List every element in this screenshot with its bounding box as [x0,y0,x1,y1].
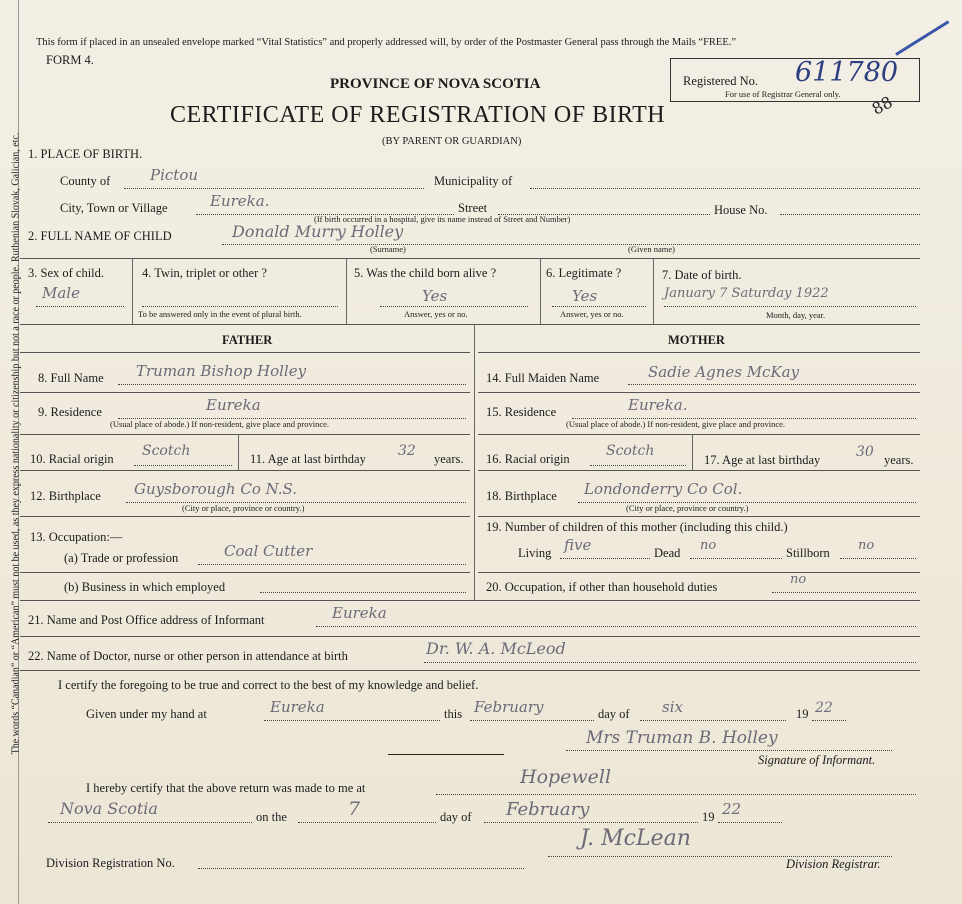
document-subtitle: (BY PARENT OR GUARDIAN) [382,136,522,147]
division-registrar-label: Division Registrar. [786,857,881,871]
registrar-day-value: 7 [348,798,361,820]
mother-name-label: 14. Full Maiden Name [486,371,600,385]
sex-value: Male [42,284,80,302]
father-age-value: 32 [398,443,416,459]
mother-residence-label: 15. Residence [486,405,557,419]
given-day-of-label: day of [598,707,630,721]
born-alive-note: Answer, yes or no. [404,309,468,319]
father-name-label: 8. Full Name [38,371,104,385]
father-birthplace-value: Guysborough Co N.S. [134,480,298,498]
father-trade-label: (a) Trade or profession [64,551,179,565]
surname-note: (Surname) [370,244,406,254]
certification-statement: I certify the foregoing to be true and correct to the best of my knowledge and belief. [58,678,479,692]
father-trade-value: Coal Cutter [224,542,313,560]
father-birthplace-label: 12. Birthplace [30,489,101,503]
father-birthplace-note: (City or place, province or country.) [182,503,305,513]
father-residence-label: 9. Residence [38,405,102,419]
given-month-value: February [474,698,544,716]
dead-value: no [700,538,717,553]
father-racial-value: Scotch [142,443,191,459]
municipality-label: Municipality of [434,174,513,188]
house-label: House No. [714,203,768,217]
side-margin-note: The words “Canadian” or “American” must not be used, as they express nationality or citizenship but not a race or people. Ruthenian Slovak, Galician, etc. [10,132,22,755]
legitimate-value: Yes [572,287,598,305]
father-heading: FATHER [222,333,273,347]
born-alive-value: Yes [422,287,448,305]
mother-heading: MOTHER [668,333,725,347]
blue-pen-mark [895,20,949,55]
short-rule [388,754,504,755]
given-day-value: six [662,698,683,716]
mother-racial-label: 16. Racial origin [486,452,570,466]
dob-label: 7. Date of birth. [662,268,742,282]
living-label: Living [518,546,552,560]
province-heading: PROVINCE OF NOVA SCOTIA [330,76,541,92]
informant-signature: Mrs Truman B. Holley [586,728,778,748]
mother-occupation-label: 20. Occupation, if other than household duties [486,580,718,594]
stillborn-label: Stillborn [786,546,830,560]
father-age-label: 11. Age at last birthday [250,452,366,466]
dob-note: Month, day, year. [766,310,826,320]
given-label: Given under my hand at [86,707,207,721]
child-name-value: Donald Murry Holley [232,222,404,241]
registrar-place-value: Hopewell [520,766,612,788]
father-racial-label: 10. Racial origin [30,452,114,466]
mother-occupation-value: no [790,572,807,587]
father-occupation-label: 13. Occupation:— [30,530,123,544]
dead-label: Dead [654,546,681,560]
dob-value: January 7 Saturday 1922 [664,286,829,301]
stillborn-value: no [858,538,875,553]
born-alive-label: 5. Was the child born alive ? [354,266,497,280]
twin-note: To be answered only in the event of plural birth. [138,309,302,319]
mother-racial-value: Scotch [606,443,655,459]
informant-label: 21. Name and Post Office address of Informant [28,613,265,627]
father-years-label: years. [434,452,464,466]
street-label: Street [458,201,488,215]
document-title: CERTIFICATE OF REGISTRATION OF BIRTH [170,102,666,128]
postal-notice: This form if placed in an unsealed envelope marked “Vital Statistics” and properly addressed will, by order of the Postmaster General pass through the Mails “FREE.” [36,37,737,48]
mother-birthplace-value: Londonderry Co Col. [584,480,743,498]
father-residence-value: Eureka [206,396,261,414]
father-name-value: Truman Bishop Holley [136,362,307,380]
city-value: Eureka. [210,192,270,210]
city-label: City, Town or Village [60,201,168,215]
legitimate-label: 6. Legitimate ? [546,266,622,280]
father-residence-note: (Usual place of abode.) If non-resident, give place and province. [110,419,330,429]
living-value: five [564,536,592,554]
registrar-month-value: February [506,799,590,820]
registered-value: 611780 [795,57,899,88]
twin-label: 4. Twin, triplet or other ? [142,266,267,280]
given-name-note: (Given name) [628,244,675,254]
street-note: (If birth occurred in a hospital, give its name instead of Street and Number) [314,214,571,224]
given-year-prefix: 19 [796,707,809,721]
mother-age-label: 17. Age at last birthday [704,453,821,467]
informant-value: Eureka [332,604,387,622]
form-number: FORM 4. [46,53,94,67]
children-label: 19. Number of children of this mother (including this child.) [486,520,788,534]
mother-age-value: 30 [856,444,874,460]
doctor-label: 22. Name of Doctor, nurse or other person in attendance at birth [28,649,348,663]
registrar-use-note: For use of Registrar General only. [725,89,841,99]
mother-years-label: years. [884,453,914,467]
doctor-value: Dr. W. A. McLeod [426,639,566,658]
sex-label: 3. Sex of child. [28,266,105,280]
registrar-signature: J. McLean [580,826,691,851]
mother-residence-note: (Usual place of abode.) If non-resident, give place and province. [566,419,786,429]
mother-birthplace-label: 18. Birthplace [486,489,557,503]
county-label: County of [60,174,111,188]
registrar-year-prefix: 19 [702,810,715,824]
registrar-statement: I hereby certify that the above return was made to me at [86,781,366,795]
mother-birthplace-note: (City or place, province or country.) [626,503,749,513]
registrar-province-value: Nova Scotia [60,799,158,818]
given-year-value: 22 [815,700,833,716]
child-name-label: 2. FULL NAME OF CHILD [28,229,172,243]
on-the-label: on the [256,810,287,824]
legitimate-note: Answer, yes or no. [560,309,624,319]
registrar-day-of-label: day of [440,810,472,824]
father-business-label: (b) Business in which employed [64,580,226,594]
signature-of-informant-label: Signature of Informant. [758,753,876,767]
mother-name-value: Sadie Agnes McKay [648,363,800,381]
registrar-year-value: 22 [722,800,742,818]
mother-residence-value: Eureka. [628,396,688,414]
registered-label: Registered No. [683,74,758,88]
this-label: this [444,707,463,721]
corner-mark: 88 [868,92,896,119]
county-value: Pictou [150,166,199,184]
given-place-value: Eureka [270,698,325,716]
place-heading: 1. PLACE OF BIRTH. [28,147,143,161]
division-registration-no-label: Division Registration No. [46,856,175,870]
